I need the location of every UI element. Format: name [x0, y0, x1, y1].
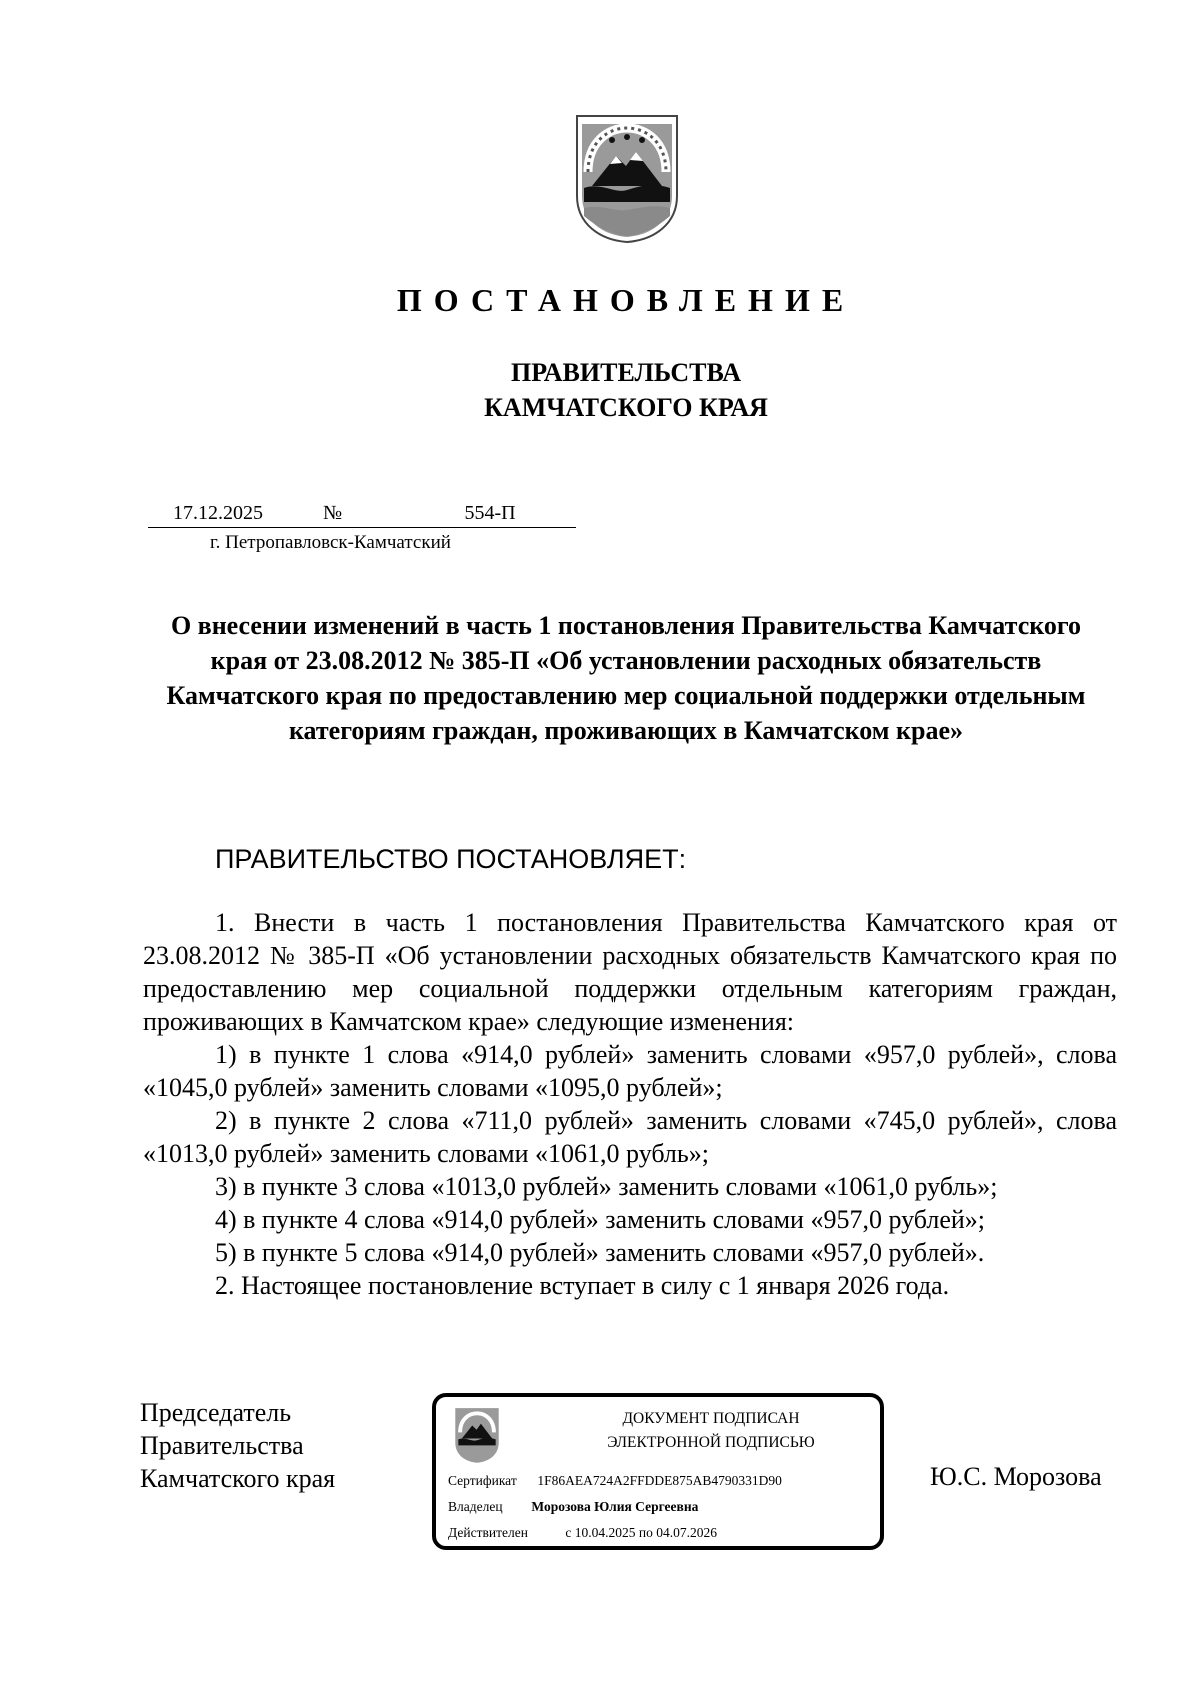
- stamp-label: Владелец: [448, 1499, 503, 1514]
- body-paragraph: 2. Настоящее постановление вступает в силу с 1 января 2026 года.: [215, 1271, 950, 1300]
- body-paragraph: 2) в пункте 2 слова «711,0 рублей» заменить словами «745,0 рублей», слова «1013,0 рублей» заменить словами «1061,0 рубль»;: [143, 1106, 1117, 1168]
- body-paragraph: 1) в пункте 1 слова «914,0 рублей» заменить словами «957,0 рублей», слова «1045,0 рублей» заменить словами «1095,0 рублей»;: [143, 1040, 1117, 1102]
- stamp-certificate-value: 1F86AEA724A2FFDDE875AB4790331D90: [537, 1473, 782, 1488]
- stamp-owner-row: [448, 1499, 698, 1515]
- body-paragraph: 5) в пункте 5 слова «914,0 рублей» заменить словами «957,0 рублей».: [215, 1238, 985, 1267]
- stamp-title-line: ЭЛЕКТРОННОЙ ПОДПИСЬЮ: [607, 1434, 815, 1451]
- stamp-title-line: ДОКУМЕНТ ПОДПИСАН: [622, 1410, 800, 1427]
- stamp-certificate-row: [448, 1473, 782, 1489]
- document-type: ПОСТАНОВЛЕНИЕ: [396, 282, 856, 318]
- issuer-line-1: ПРАВИТЕЛЬСТВА: [511, 358, 741, 387]
- signer-position: [140, 1396, 335, 1495]
- stamp-label: Сертификат: [448, 1473, 517, 1488]
- body-paragraph: 4) в пункте 4 слова «914,0 рублей» заменить словами «957,0 рублей»;: [215, 1205, 986, 1234]
- electronic-signature-stamp: [432, 1393, 884, 1550]
- date-number-underline: [148, 527, 576, 528]
- document-body: [143, 906, 1117, 1302]
- body-paragraph: 1. Внести в часть 1 постановления Правительства Камчатского края от 23.08.2012 № 385-П «Об установлении расходных обязательств Камчатского края по предоставлению мер социальной поддержки отдельным категориям граждан, проживающих в Камчатском крае» следующие изменения:: [143, 908, 1117, 1036]
- document-title: О внесении изменений в часть 1 постановления Правительства Камчатского края от 23.08.2012 № 385-П «Об установлении расходных обязательств Камчатского края по предоставлению мер социальной поддержки отдельным категориям граждан, проживающих в Камчатском крае»: [166, 611, 1086, 745]
- issue-city: г. Петропавловск-Камчатский: [210, 532, 451, 553]
- resolution-heading: ПРАВИТЕЛЬСТВО ПОСТАНОВЛЯЕТ:: [215, 844, 687, 874]
- stamp-validity-row: [448, 1525, 717, 1541]
- coat-of-arms-emblem: [574, 112, 680, 244]
- signer-position-line: Правительства: [140, 1431, 304, 1460]
- number-sign: №: [323, 502, 343, 524]
- stamp-label: Действителен: [448, 1525, 528, 1540]
- stamp-validity-value: с 10.04.2025 по 04.07.2026: [565, 1525, 717, 1540]
- signer-position-line: Камчатского края: [140, 1464, 336, 1493]
- signer-name: Ю.С. Морозова: [930, 1462, 1102, 1491]
- issuer-line-2: КАМЧАТСКОГО КРАЯ: [484, 393, 768, 422]
- document-number: 554-П: [464, 502, 516, 524]
- signer-position-line: Председатель: [140, 1398, 292, 1427]
- document-date: 17.12.2025: [173, 502, 263, 524]
- stamp-owner-value: Морозова Юлия Сергеевна: [531, 1499, 699, 1514]
- body-paragraph: 3) в пункте 3 слова «1013,0 рублей» заменить словами «1061,0 рубль»;: [215, 1172, 998, 1201]
- stamp-emblem-icon: [454, 1405, 500, 1465]
